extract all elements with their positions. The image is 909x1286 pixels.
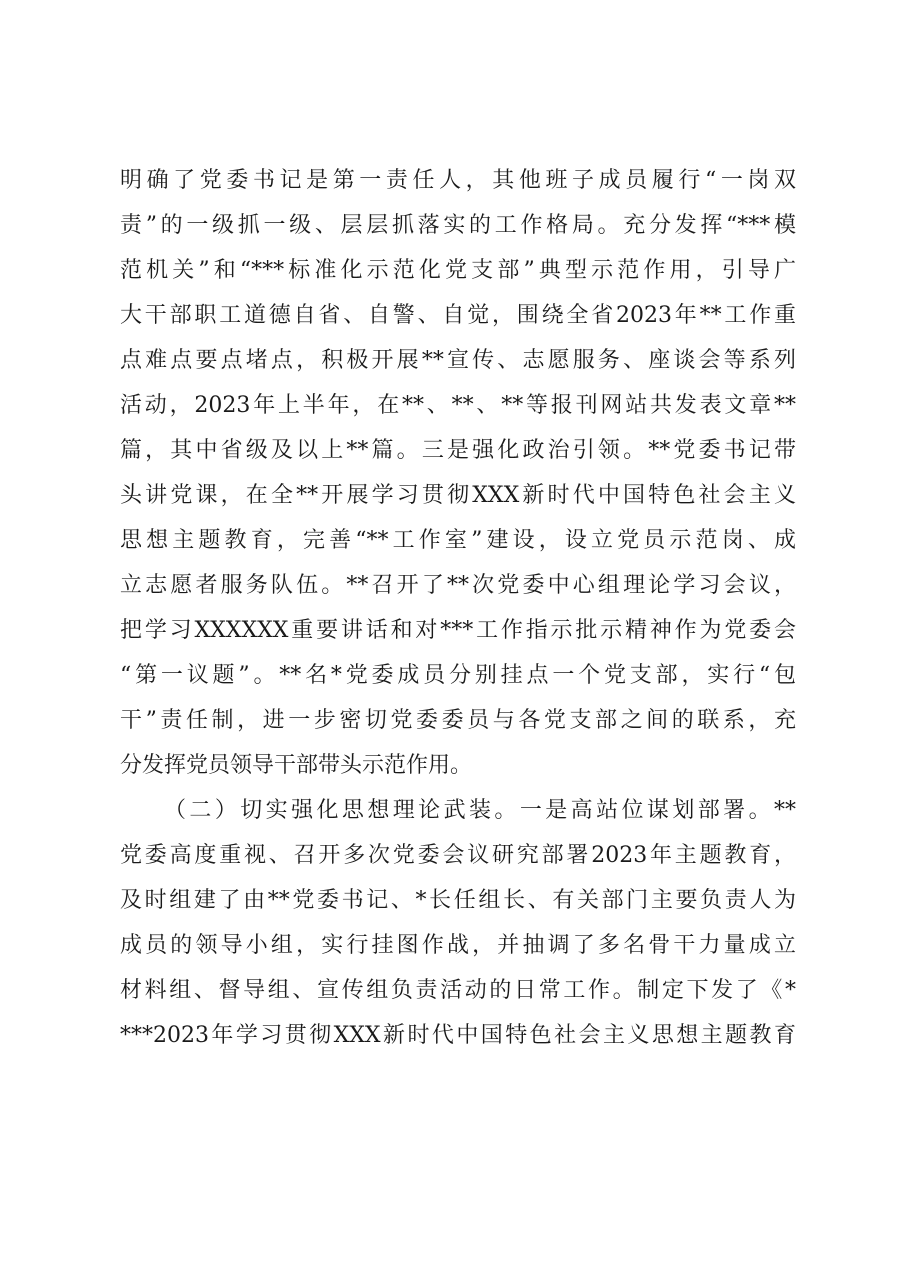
paragraph-2-line: 材料组、督导组、宣传组负责活动的日常工作。制定下发了《* [120,978,796,1003]
paragraph-1-line: 分发挥党员领导干部带头示范作用。 [120,753,473,778]
paragraph-2 [120,788,796,1058]
paragraph-2-line: 及时组建了由**党委书记、*长任组长、有关部门主要负责人为 [120,888,796,913]
paragraph-1-line: “第一议题”。**名*党委成员分别挂点一个党支部，实行“包 [120,663,796,688]
paragraph-1-line: 大干部职工道德自省、自警、自觉，围绕全省2023年**工作重 [120,303,796,328]
paragraph-2-line: 成员的领导小组，实行挂图作战，并抽调了多名骨干力量成立 [120,933,796,958]
paragraph-1-line: 范机关”和“***标准化示范化党支部”典型示范作用，引导广 [120,258,796,283]
paragraph-2-line: ***2023年学习贯彻XXX新时代中国特色社会主义思想主题教育 [120,1023,796,1048]
paragraph-1-line: 立志愿者服务队伍。**召开了**次党委中心组理论学习会议， [120,573,796,598]
paragraph-1-line: 点难点要点堵点，积极开展**宣传、志愿服务、座谈会等系列 [120,348,796,373]
paragraph-1-line: 把学习XXXXXX重要讲话和对***工作指示批示精神作为党委会 [120,618,796,643]
paragraph-1 [120,158,796,788]
paragraph-1-line: 篇，其中省级及以上**篇。三是强化政治引领。**党委书记带 [120,438,796,463]
paragraph-1-line: 明确了党委书记是第一责任人，其他班子成员履行“一岗双 [120,168,796,193]
paragraph-2-line: 党委高度重视、召开多次党委会议研究部署2023年主题教育， [120,843,796,868]
paragraph-1-line: 思想主题教育，完善“**工作室”建设，设立党员示范岗、成 [120,528,796,553]
paragraph-2-line: （二）切实强化思想理论武装。一是高站位谋划部署。** [164,798,796,823]
paragraph-1-line: 责”的一级抓一级、层层抓落实的工作格局。充分发挥“***模 [120,213,796,238]
paragraph-1-line: 头讲党课，在全**开展学习贯彻XXX新时代中国特色社会主义 [120,483,796,508]
paragraph-1-line: 活动，2023年上半年，在**、**、**等报刊网站共发表文章** [120,393,796,418]
paragraph-1-line: 干”责任制，进一步密切党委委员与各党支部之间的联系，充 [120,708,796,733]
